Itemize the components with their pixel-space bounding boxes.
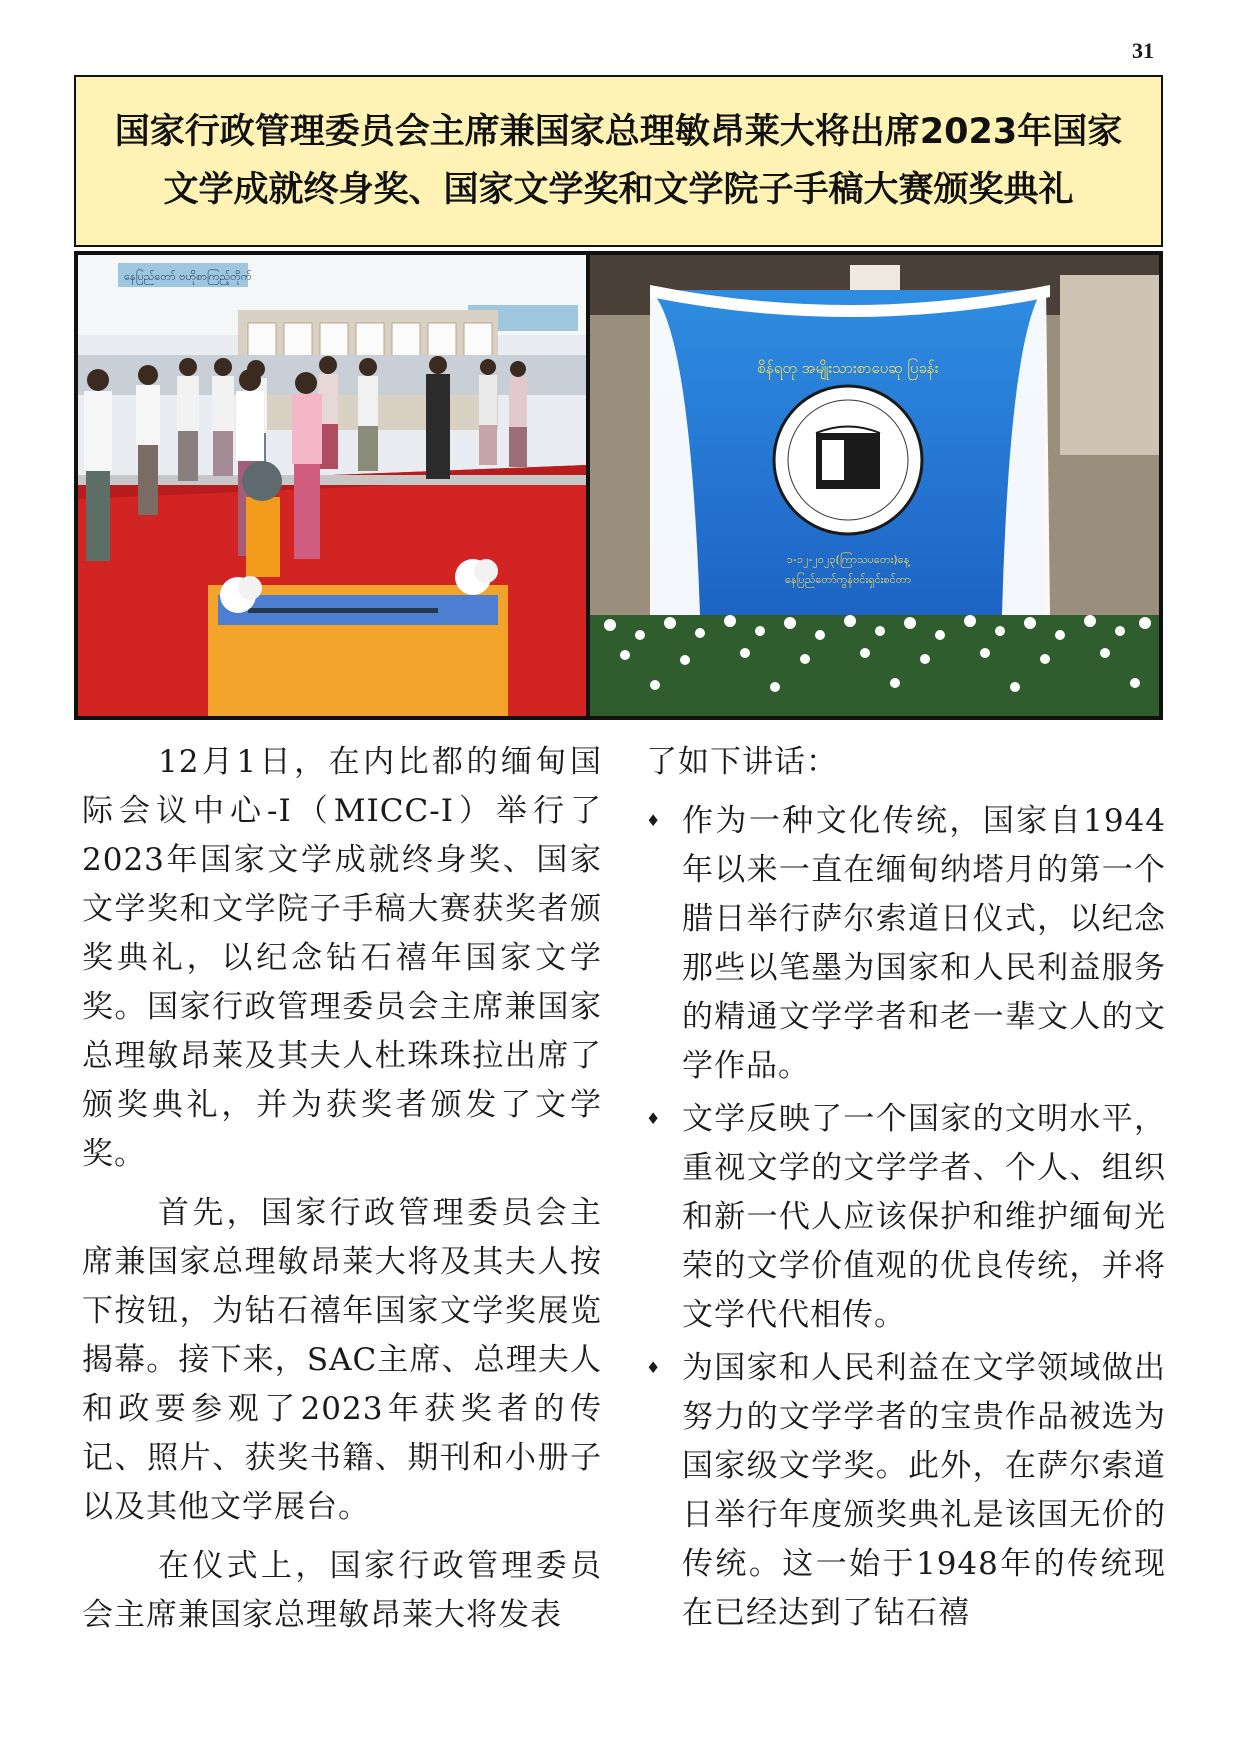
diamond-bullet-icon: ♦ xyxy=(646,811,662,830)
article-paragraph-3: 在仪式上，国家行政管理委员会主席兼国家总理敏昂莱大将发表 xyxy=(82,1548,602,1633)
headline-box xyxy=(74,75,1163,247)
ceremony-photo xyxy=(78,255,586,716)
photo-frame xyxy=(74,251,1163,720)
left-text-column xyxy=(82,738,602,1650)
backdrop-date: ၁-၁၂-၂၀၂၃(ကြာသပတေး)နေ့ xyxy=(786,553,910,566)
diamond-bullet-icon: ♦ xyxy=(646,1109,662,1128)
exhibition-backdrop-illustration xyxy=(590,255,1159,716)
backdrop-venue: နေပြည်တော်ကွန်ဗင်းရှင်းစင်တာ xyxy=(785,573,911,586)
speech-bullet-text: 文学反映了一个国家的文明水平，重视文学的文学学者、个人、组织和新一代人应该保护和维护缅甸光荣的文学价值观的优良传统，并将文学代代相传。 xyxy=(682,1101,1166,1333)
speech-bullet-text: 作为一种文化传统，国家自1944年以来一直在缅甸纳塔月的第一个腊日举行萨尔索道日仪式，以纪念那些以笔墨为国家和人民利益服务的精通文学学者和老一辈文人的文学作品。 xyxy=(682,803,1166,1084)
diamond-bullet-icon: ♦ xyxy=(646,1358,662,1377)
speech-bullet-item xyxy=(646,797,1166,1091)
speech-bullet-item xyxy=(646,1095,1166,1340)
page-number: 31 xyxy=(1132,38,1154,63)
headline-line-1: 国家行政管理委员会主席兼国家总理敏昂莱大将出席2023年国家 xyxy=(114,112,1123,152)
headline-line-2: 文学成就终身奖、国家文学奖和文学院子手稿大赛颁奖典礼 xyxy=(163,170,1074,210)
banner-text: နေပြည်တော် ဗဟိုစာကြည့်တိုက် xyxy=(124,270,252,283)
backdrop-headline: စိန်ရတု အမျိုးသားစာပေဆု ပြခန်း xyxy=(757,359,939,377)
exhibition-backdrop-photo xyxy=(590,255,1159,716)
article-paragraph-2: 首先，国家行政管理委员会主席兼国家总理敏昂莱大将及其夫人按下按钮，为钻石禧年国家文学奖展览揭幕。接下来，SAC主席、总理夫人和政要参观了2023年获奖者的传记、照片、获奖书籍、期刊和小册子以及其他文学展台。 xyxy=(82,1195,602,1525)
speech-bullet-item xyxy=(646,1344,1166,1638)
speech-intro: 了如下讲话： xyxy=(646,744,838,780)
right-text-column xyxy=(646,738,1166,1642)
ceremony-photo-illustration xyxy=(78,255,586,716)
speech-bullet-text: 为国家和人民利益在文学领域做出努力的文学学者的宝贵作品被选为国家级文学奖。此外，在萨尔索道日举行年度颁奖典礼是该国无价的传统。这一始于1948年的传统现在已经达到了钻石禧 xyxy=(682,1350,1166,1631)
article-paragraph-1: 12月1日，在内比都的缅甸国际会议中心-I（MICC-I）举行了2023年国家文学成就终身奖、国家文学奖和文学院子手稿大赛获奖者颁奖典礼，以纪念钻石禧年国家文学奖。国家行政管理委员会主席兼国家总理敏昂莱及其夫人杜珠珠拉出席了颁奖典礼，并为获奖者颁发了文学奖。 xyxy=(82,744,602,1172)
